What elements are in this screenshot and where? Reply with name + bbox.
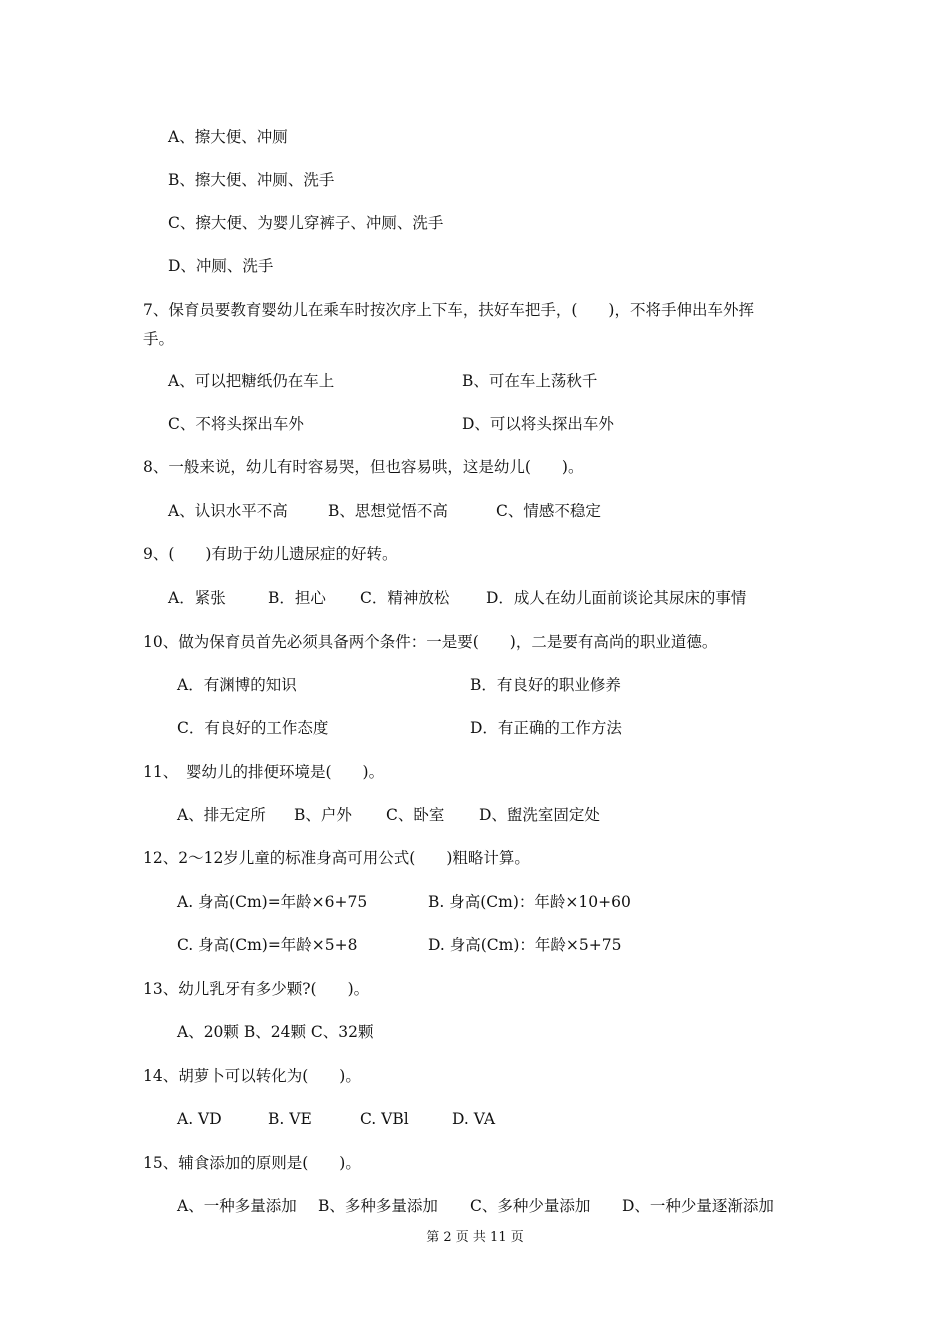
q6-option-d: D、冲厕、洗手 — [168, 257, 274, 275]
q13-options: A、20颗 B、24颗 C、32颗 — [177, 1023, 374, 1041]
q6-option-a: A、擦大便、冲厕 — [168, 128, 288, 146]
q13-stem: 13、幼儿乳牙有多少颗?( )。 — [143, 980, 370, 998]
q10-option-d: D．有正确的工作方法 — [470, 719, 622, 737]
q7-option-a: A、可以把糖纸仍在车上 — [168, 372, 335, 390]
q12-option-b: B. 身高(Cm)：年龄×10+60 — [428, 893, 631, 911]
q10-option-b: B．有良好的职业修养 — [470, 676, 621, 694]
q8-stem: 8、一般来说，幼儿有时容易哭，但也容易哄，这是幼儿( )。 — [143, 458, 584, 476]
q7-option-b: B、可在车上荡秋千 — [462, 372, 598, 390]
q15-option-a: A、一种多量添加 — [177, 1197, 297, 1215]
q8-option-a: A、认识水平不高 — [168, 502, 288, 520]
q6-option-c: C、擦大便、为婴儿穿裤子、冲厕、洗手 — [168, 214, 444, 232]
q11-option-a: A、排无定所 — [177, 806, 266, 824]
q12-option-a: A. 身高(Cm)=年龄×6+75 — [177, 893, 368, 911]
q7-option-d: D、可以将头探出车外 — [462, 415, 614, 433]
q12-stem: 12、2～12岁儿童的标准身高可用公式( )粗略计算。 — [143, 849, 530, 867]
q12-option-c: C. 身高(Cm)=年龄×5+8 — [177, 936, 358, 954]
q8-option-b: B、思想觉悟不高 — [328, 502, 448, 520]
q14-option-d: D. VA — [452, 1110, 496, 1128]
q14-option-c: C. VBl — [360, 1110, 409, 1128]
q9-option-c: C．精神放松 — [360, 589, 450, 607]
q7-stem-line1: 7、保育员要教育婴幼儿在乘车时按次序上下车，扶好车把手，( )，不将手伸出车外挥 — [143, 301, 754, 319]
q10-option-c: C．有良好的工作态度 — [177, 719, 329, 737]
q14-stem: 14、胡萝卜可以转化为( )。 — [143, 1067, 361, 1085]
q14-option-b: B. VE — [268, 1110, 312, 1128]
q12-option-d: D. 身高(Cm)：年龄×5+75 — [428, 936, 622, 954]
q11-option-c: C、卧室 — [386, 806, 445, 824]
q9-option-b: B．担心 — [268, 589, 326, 607]
q15-option-d: D、一种少量逐渐添加 — [622, 1197, 774, 1215]
q9-stem: 9、( )有助于幼儿遗尿症的好转。 — [143, 545, 398, 563]
q10-stem: 10、做为保育员首先必须具备两个条件：一是要( )，二是要有高尚的职业道德。 — [143, 633, 718, 651]
q8-option-c: C、情感不稳定 — [496, 502, 601, 520]
q11-option-b: B、户外 — [294, 806, 352, 824]
q7-stem-line2: 手。 — [143, 330, 175, 348]
q7-option-c: C、不将头探出车外 — [168, 415, 304, 433]
q15-option-b: B、多种多量添加 — [318, 1197, 438, 1215]
page-footer: 第 2 页 共 11 页 — [426, 1230, 524, 1245]
q10-option-a: A．有渊博的知识 — [177, 676, 297, 694]
q14-option-a: A. VD — [177, 1110, 222, 1128]
q9-option-d: D．成人在幼儿面前谈论其尿床的事情 — [486, 589, 747, 607]
q15-option-c: C、多种少量添加 — [470, 1197, 591, 1215]
q15-stem: 15、辅食添加的原则是( )。 — [143, 1154, 361, 1172]
q6-option-b: B、擦大便、冲厕、洗手 — [168, 171, 335, 189]
q11-stem: 11、 婴幼儿的排便环境是( )。 — [143, 763, 385, 781]
q9-option-a: A．紧张 — [168, 589, 226, 607]
q11-option-d: D、盥洗室固定处 — [479, 806, 600, 824]
